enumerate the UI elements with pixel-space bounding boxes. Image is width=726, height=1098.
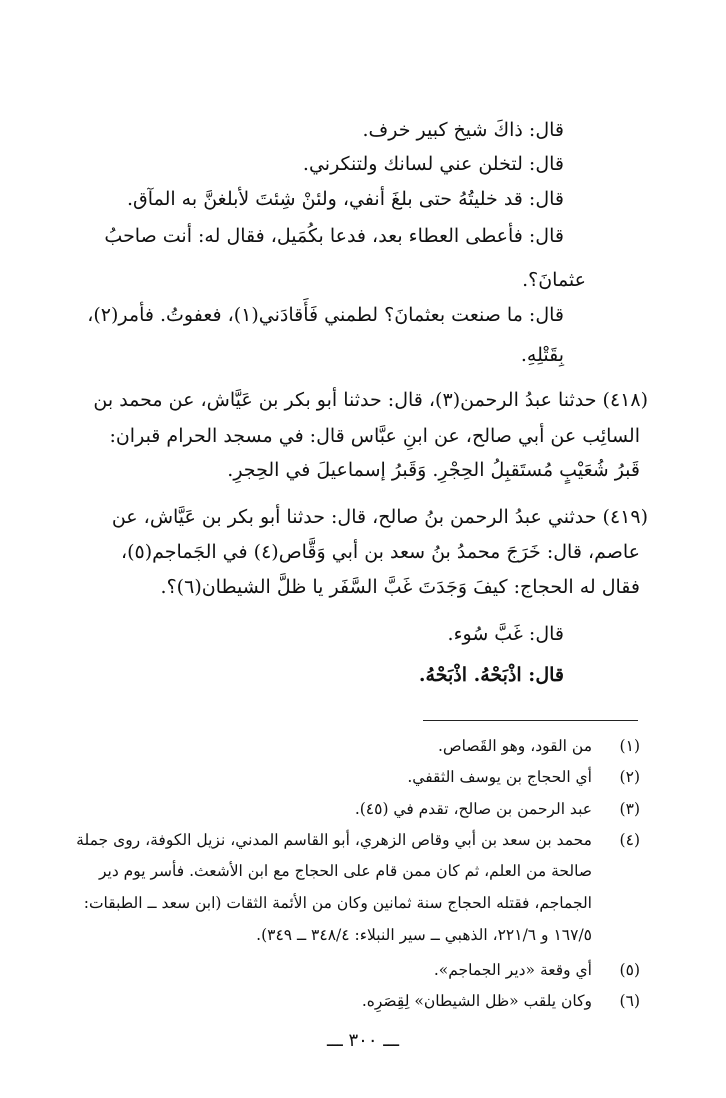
footnote-text: أي وقعة «دير الجماجم». [433, 961, 592, 979]
footnote-text: محمد بن سعد بن أبي وقاص الزهري، أبو القاسم المدني، نزيل الكوفة، روى جملة [76, 831, 592, 849]
hadith-419-line: (٤١٩) حدثني عبدُ الرحمن بنُ صالح، قال: حدثنا أبو بكر بن عَيَّاش، عن [111, 506, 648, 528]
footnote-number: (٤) [619, 831, 640, 849]
footnote-3 [355, 797, 640, 821]
footnote-5 [434, 958, 640, 982]
footnote-4-cont: ١٦٧/٥ و ٢٢١/٦، الذهبي ــ سير النبلاء: ٣٤٨/٤ ــ ٣٤٩). [256, 926, 592, 944]
footnote-6 [362, 989, 640, 1013]
footnote-text: عبد الرحمن بن صالح، تقدم في (٤٥). [354, 800, 592, 818]
footnote-number: (٢) [619, 768, 640, 786]
body-line: قال: لتخلن عني لسانك ولتنكرني. [302, 153, 564, 175]
body-line: قال: ما صنعت بعثمانَ؟ لطمني فَأَقادَني(١)، فعفوتُ. فأمر(٢)، [87, 304, 564, 326]
footnote-separator [423, 720, 638, 721]
hadith-419-line: فقال له الحجاج: كيفَ وَجَدَتَ غَبَّ السَّفَر يا ظلَّ الشيطان(٦)؟. [160, 576, 640, 598]
body-line: قال: ذاكَ شيخ كبير خرف. [362, 119, 564, 141]
page-number: ـــ ٣٠٠ ـــ [326, 1030, 400, 1051]
footnote-number: (٥) [619, 961, 640, 979]
body-line: قال: قد خليتُهُ حتى بلغَ أنفي، ولئنْ شِئتَ لأبلغنَّ به المآق. [127, 188, 564, 210]
hadith-418-line: قَبرُ شُعَيْبٍ مُستَقبِلُ الحِجْرِ. وَقَبرُ إسماعيلَ في الحِجرِ. [227, 459, 640, 481]
hadith-419-line: قال: اذْبَحْهُ. اذْبَحْهُ. [418, 664, 564, 686]
footnote-2 [407, 765, 640, 789]
hadith-418-line: السائِب عن أبي صالح، عن ابنِ عبَّاس قال: في مسجد الحرام قبران: [109, 425, 640, 447]
footnote-number: (٣) [619, 800, 640, 818]
hadith-419-line: قال: غَبَّ سُوء. [447, 623, 564, 645]
body-line: بِقَتْلِهِ. [520, 344, 564, 366]
footnote-4-cont: صالحة من العلم، ثم كان ممن قام على الحجاج مع ابن الأشعث. فأسر يوم دير [98, 862, 592, 880]
footnote-number: (١) [619, 737, 640, 755]
body-line: قال: فأعطى العطاء بعد، فدعا بكُمَيل، فقال له: أنت صاحبُ [104, 225, 564, 247]
footnote-4 [76, 828, 640, 852]
footnote-1 [438, 734, 640, 758]
footnote-4-cont: الجماجم، فقتله الحجاج سنة ثمانين وكان من الأئمة الثقات (ابن سعد ــ الطبقات: [83, 894, 592, 912]
hadith-419-line: عاصم، قال: خَرَجَ محمدُ بنُ سعد بن أبي وَقَّاص(٤) في الجَماجم(٥)، [120, 541, 640, 563]
footnote-text: أي الحجاج بن يوسف الثقفي. [407, 768, 592, 786]
hadith-418-line: (٤١٨) حدثنا عبدُ الرحمن(٣)، قال: حدثنا أبو بكر بن عَيَّاش، عن محمد بن [93, 389, 648, 411]
footnote-text: وكان يلقب «ظل الشيطان» لِقِصَرِه. [361, 992, 592, 1010]
footnote-text: من القود، وهو القَصاص. [437, 737, 592, 755]
footnote-number: (٦) [619, 992, 640, 1010]
body-line: عثمانَ؟. [522, 269, 586, 291]
